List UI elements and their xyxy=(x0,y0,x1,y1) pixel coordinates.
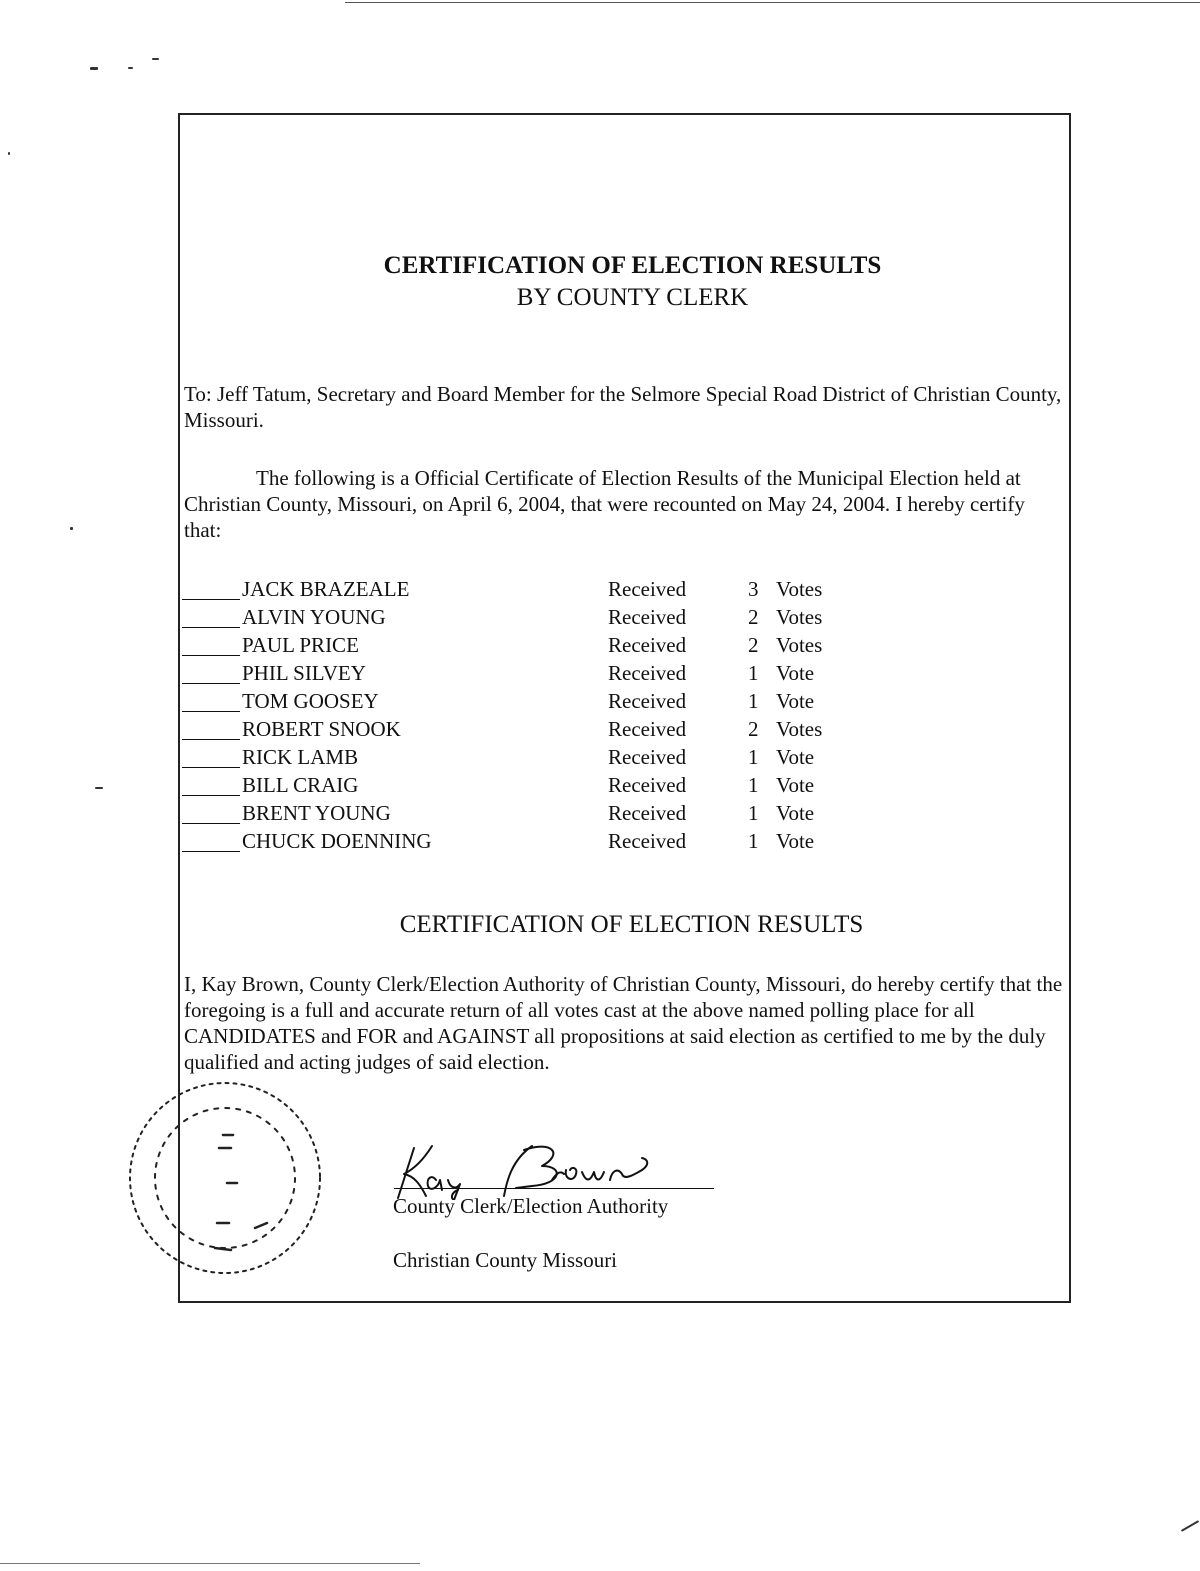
vote-count: 2 xyxy=(748,605,759,629)
scan-speck xyxy=(95,787,103,789)
county-seal-stamp xyxy=(105,1073,335,1283)
received-label: Received xyxy=(608,773,687,797)
result-row xyxy=(182,631,1062,659)
candidate-name: ROBERT SNOOK xyxy=(242,717,401,741)
results-list xyxy=(182,575,1062,855)
result-row xyxy=(182,771,1062,799)
vote-count: 1 xyxy=(748,773,759,797)
vote-unit: Votes xyxy=(776,577,823,601)
signature-county: Christian County Missouri xyxy=(393,1248,618,1272)
candidate-name: JACK BRAZEALE xyxy=(242,577,410,601)
candidate-name: BRENT YOUNG xyxy=(242,801,391,825)
certification-heading: CERTIFICATION OF ELECTION RESULTS xyxy=(399,911,864,938)
vote-count: 1 xyxy=(748,829,759,853)
intro-paragraph xyxy=(184,465,1064,543)
document-title: CERTIFICATION OF ELECTION RESULTS xyxy=(383,252,882,279)
received-label: Received xyxy=(608,717,687,741)
candidate-name: PHIL SILVEY xyxy=(242,661,366,685)
candidate-name: BILL CRAIG xyxy=(242,773,359,797)
result-row xyxy=(182,799,1062,827)
result-row xyxy=(182,575,1062,603)
signature-kay-brown xyxy=(392,1140,722,1200)
vote-unit: Vote xyxy=(776,745,815,769)
vote-unit: Votes xyxy=(776,717,823,741)
checkmark-blank xyxy=(182,721,240,740)
vote-count: 1 xyxy=(748,661,759,685)
scan-edge-top xyxy=(345,2,1200,3)
result-row xyxy=(182,743,1062,771)
certification-paragraph: I, Kay Brown, County Clerk/Election Authority of Christian County, Missouri, do hereby certify that the foregoing is a full and accurate return of all votes cast at the above named polling place for all CANDIDATES and FOR and AGAINST all propositions at said election as certified to me by the duly qualified and acting judges of said election. xyxy=(184,972,1063,1074)
result-row xyxy=(182,659,1062,687)
checkmark-blank xyxy=(182,665,240,684)
scan-speck xyxy=(8,152,10,155)
received-label: Received xyxy=(608,605,687,629)
scan-speck xyxy=(128,67,133,69)
checkmark-blank xyxy=(182,749,240,768)
received-label: Received xyxy=(608,745,687,769)
vote-unit: Votes xyxy=(776,605,823,629)
scan-speck xyxy=(70,527,73,530)
vote-unit: Votes xyxy=(776,633,823,657)
received-label: Received xyxy=(608,829,687,853)
received-label: Received xyxy=(608,633,687,657)
checkmark-blank xyxy=(182,805,240,824)
vote-count: 2 xyxy=(748,633,759,657)
result-row xyxy=(182,715,1062,743)
candidate-name: ALVIN YOUNG xyxy=(242,605,386,629)
vote-unit: Vote xyxy=(776,661,815,685)
vote-unit: Vote xyxy=(776,773,815,797)
checkmark-blank xyxy=(182,693,240,712)
addressee-paragraph: To: Jeff Tatum, Secretary and Board Member for the Selmore Special Road District of Christian County, Missouri. xyxy=(184,382,1062,432)
intro-text: The following is a Official Certificate of Election Results of the Municipal Election held at Christian County, Missouri, on April 6, 2004, that were recounted on May 24, 2004. I hereby certify that: xyxy=(184,466,1025,542)
received-label: Received xyxy=(608,577,687,601)
vote-count: 2 xyxy=(748,717,759,741)
document-subtitle: BY COUNTY CLERK xyxy=(516,284,749,311)
checkmark-blank xyxy=(182,581,240,600)
signature-line xyxy=(394,1188,714,1189)
scan-speck xyxy=(152,58,159,60)
vote-unit: Vote xyxy=(776,801,815,825)
received-label: Received xyxy=(608,689,687,713)
scan-speck xyxy=(90,67,98,70)
received-label: Received xyxy=(608,801,687,825)
checkmark-blank xyxy=(182,833,240,852)
vote-count: 3 xyxy=(748,577,759,601)
signature-caption: County Clerk/Election Authority xyxy=(393,1194,669,1218)
vote-count: 1 xyxy=(748,689,759,713)
vote-unit: Vote xyxy=(776,829,815,853)
certificate-frame xyxy=(178,113,1071,1303)
vote-unit: Vote xyxy=(776,689,815,713)
candidate-name: RICK LAMB xyxy=(242,745,359,769)
checkmark-blank xyxy=(182,609,240,628)
vote-count: 1 xyxy=(748,745,759,769)
result-row xyxy=(182,603,1062,631)
vote-count: 1 xyxy=(748,801,759,825)
candidate-name: CHUCK DOENNING xyxy=(242,829,432,853)
result-row xyxy=(182,687,1062,715)
checkmark-blank xyxy=(182,777,240,796)
received-label: Received xyxy=(608,661,687,685)
scan-edge-bottom xyxy=(0,1563,420,1564)
candidate-name: PAUL PRICE xyxy=(242,633,359,657)
checkmark-blank xyxy=(182,637,240,656)
scan-speck xyxy=(1181,1520,1199,1532)
result-row xyxy=(182,827,1062,855)
candidate-name: TOM GOOSEY xyxy=(242,689,379,713)
